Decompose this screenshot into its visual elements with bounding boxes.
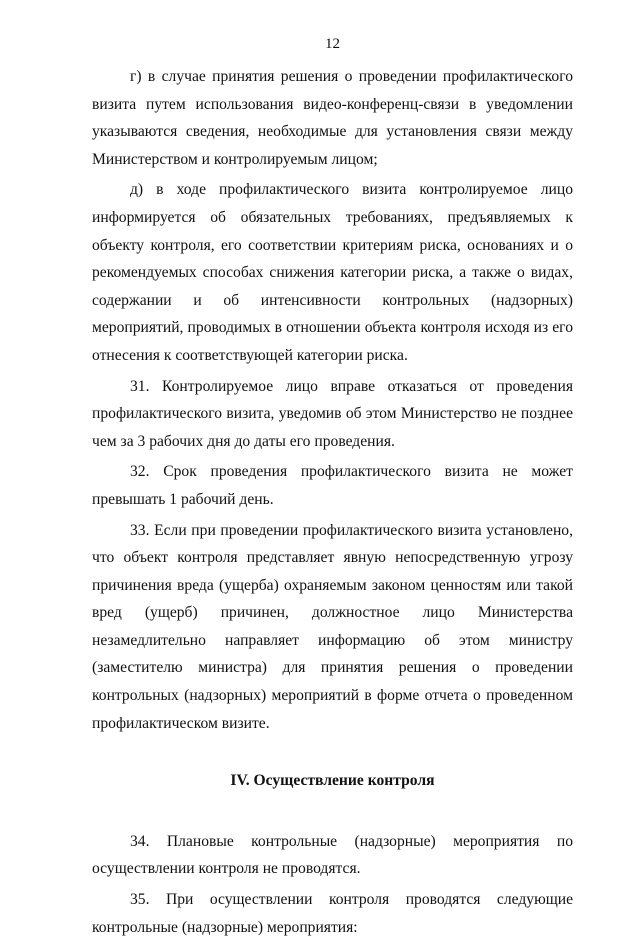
paragraph-item-34: 34. Плановые контрольные (надзорные) мероприятия по осуществлении контроля не проводятся. [92,832,573,878]
paragraph-item-33: 33. Если при проведении профилактического визита установлено, что объект контроля представляет явную непосредственную угрозу причинения вреда (ущерба) охраняемым законом ценностям или такой вред (ущерб) причинен, должностное лицо Министерства незамедлительно направляет информацию об этом министру (заместителю министра) для принятия решения о проведении контрольных (надзорных) мероприятий в форме отчета о проведенном профилактическом визите. [92,521,573,732]
paragraph-subitem-d: д) в ходе профилактического визита контролируемое лицо информируется об обязательных требованиях, предъявляемых к объекту контроля, его соответствии критериям риска, основаниях и о рекомендуемых способах снижения категории риска, а также о видах, содержании и об интенсивности контрольных (надзорных) мероприятий, проводимых в отношении объекта контроля исходя из его отнесения к соответствующей категории риска. [92,181,573,364]
page-number: 12 [325,36,340,52]
section-heading: IV. Осуществление контроля [230,772,435,790]
paragraph-item-31: 31. Контролируемое лицо вправе отказаться от проведения профилактического визита, уведомив об этом Министерство не позднее чем за 3 рабочих дня до даты его проведения. [92,377,573,450]
paragraph-item-35: 35. При осуществлении контроля проводятся следующие контрольные (надзорные) мероприятия: [92,891,573,936]
paragraph-item-32: 32. Срок проведения профилактического визита не может превышать 1 рабочий день. [92,463,573,508]
document-body [92,63,573,941]
paragraph-subitem-g: г) в случае принятия решения о проведении профилактического визита путем использования видео-конференц-связи в уведомлении указываются сведения, необходимые для установления связи между Министерством и контролируемым лицом; [92,68,573,168]
